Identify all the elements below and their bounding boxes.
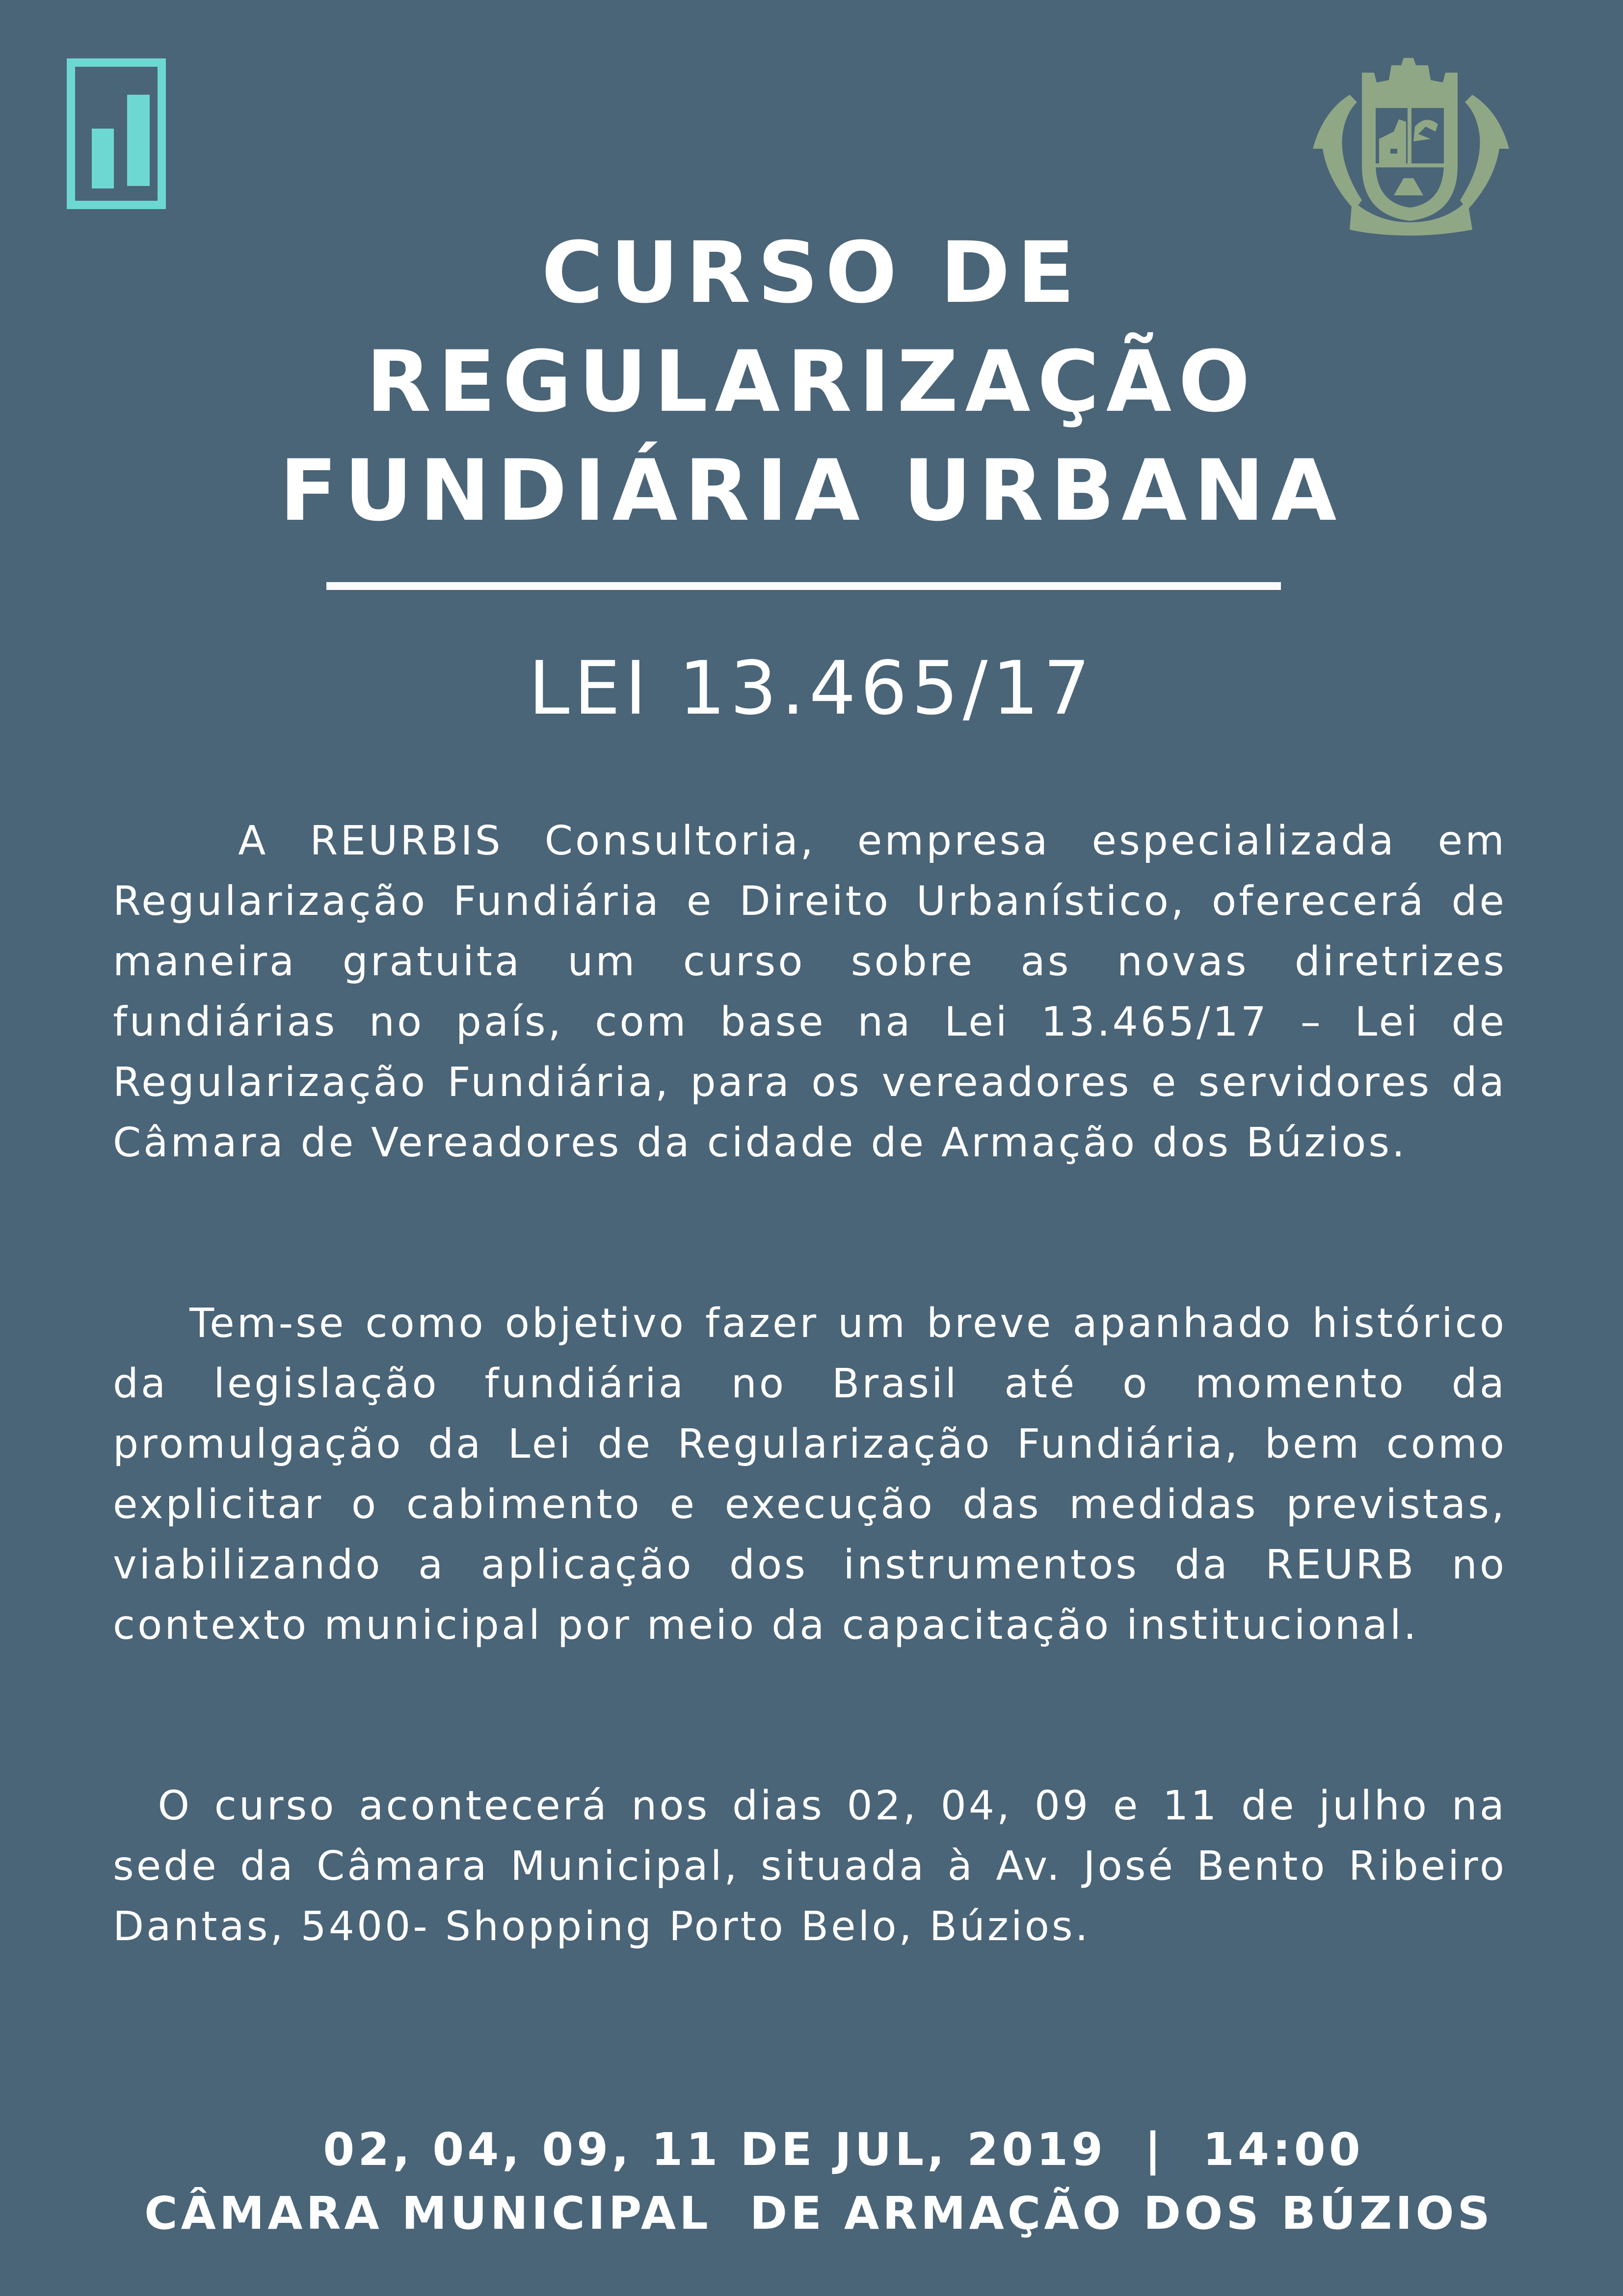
logo-bar-short <box>92 129 114 188</box>
logo-bar-tall <box>127 95 150 186</box>
event-dates-time: 02, 04, 09, 11 DE JUL, 2019 | 14:00 <box>323 2123 1364 2176</box>
law-subtitle: LEI 13.465/17 <box>528 646 1095 731</box>
paragraph-schedule: O curso acontecerá nos dias 02, 04, 09 e 11 de julho na sede da Câmara Municipal, situada à Av. José Bento Ribeiro Dantas, 5400- Shopping Porto Belo, Búzios. <box>113 1783 1507 1950</box>
title-line-1: CURSO DE <box>541 223 1082 322</box>
paragraph-intro: A REURBIS Consultoria, empresa especializada em Regularização Fundiária e Direito Urbanístico, oferecerá de maneira gratuita um curso sobre as novas diretrizes fundiárias no país, com base na Lei 13.465/17 – Lei de Regularização Fundiária, para os vereadores e servidores da Câmara de Vereadores da cidade de Armação dos Búzios. <box>113 818 1507 1166</box>
bar-chart-icon <box>67 58 166 209</box>
title-divider <box>326 582 1281 590</box>
coat-of-arms-icon <box>1303 53 1519 236</box>
event-footer <box>0 2118 1623 2245</box>
page-title <box>0 218 1623 545</box>
event-venue: CÂMARA MUNICIPAL DE ARMAÇÃO DOS BÚZIOS <box>144 2187 1493 2240</box>
title-line-3: FUNDIÁRIA URBANA <box>279 441 1344 540</box>
paragraph-objective: Tem-se como objetivo fazer um breve apanhado histórico da legislação fundiária no Brasil até o momento da promulgação da Lei de Regularização Fundiária, bem como explicitar o cabimento e execução das medidas previstas, viabilizando a aplicação dos instrumentos da REURB no contexto municipal por meio da capacitação institucional. <box>113 1300 1507 1649</box>
title-line-2: REGULARIZAÇÃO <box>366 332 1257 431</box>
